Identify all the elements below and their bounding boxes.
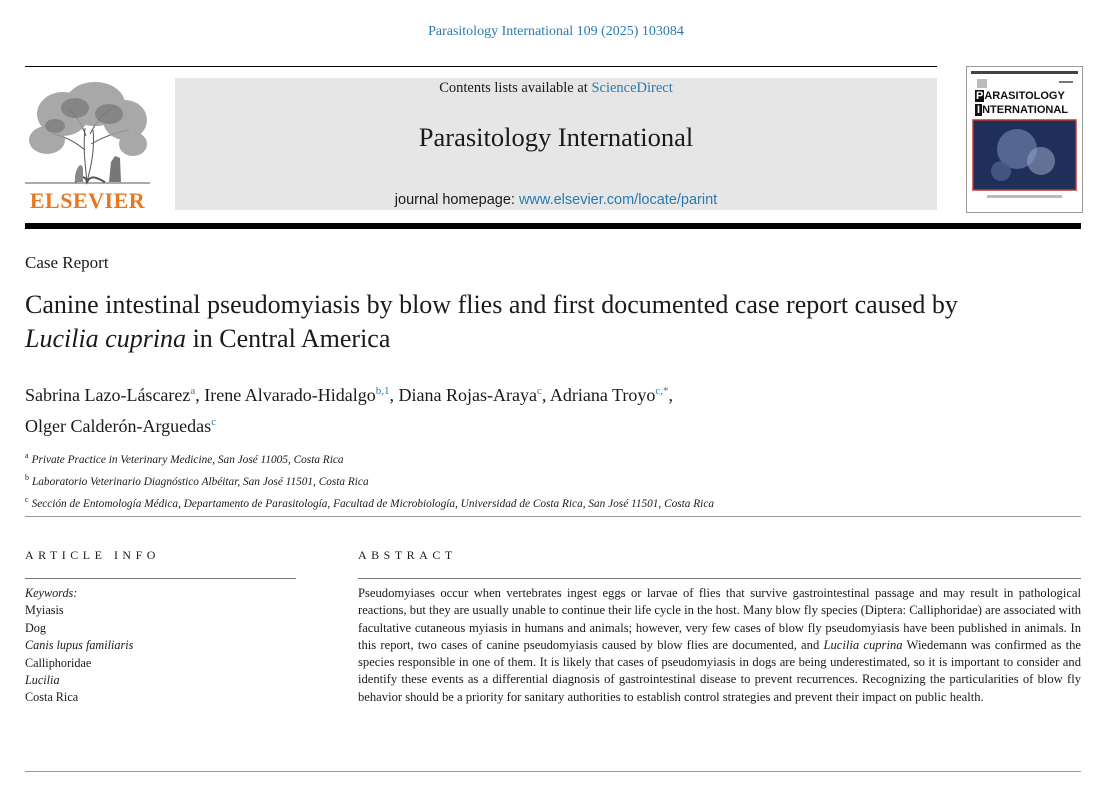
abstract-heading: ABSTRACT xyxy=(358,548,457,562)
cover-line-2 xyxy=(975,103,1068,117)
abstract-species: Lucilia cuprina xyxy=(823,637,903,652)
author-list xyxy=(25,378,1081,440)
article-info-rule xyxy=(25,578,296,579)
sciencedirect-link[interactable]: ScienceDirect xyxy=(591,80,673,96)
header-top-rule xyxy=(25,66,937,67)
elsevier-logo[interactable] xyxy=(25,78,150,216)
author-separator: , xyxy=(195,385,205,405)
cover-word-2: NTERNATIONAL xyxy=(982,104,1069,116)
affiliation-mark: c xyxy=(25,494,29,504)
keywords-block xyxy=(25,585,133,707)
affiliation-mark: a xyxy=(25,451,29,460)
article-type: Case Report xyxy=(25,253,109,272)
section-rule-bottom xyxy=(25,771,1081,772)
keyword-item: Dog xyxy=(25,620,46,635)
cover-initial-1: P xyxy=(976,90,984,102)
journal-banner xyxy=(175,78,937,210)
affiliation-item xyxy=(25,491,1081,513)
keyword-item: Calliphoridae xyxy=(25,655,92,670)
title-species: Lucilia cuprina xyxy=(25,324,187,353)
abstract-part-2: Wiedemann was confirmed as the species responsible in one of them. It is likely that cases of pseudomyiasis in dogs are being underestimated, so it is important to consider and identify these events as a differential diagnosis of gastrointestinal disease to prevent recurrences. Recognizing the particularities of blow fly behavior should be a priority for sanitary authorities to establish control strategies and prevent their impact on public health. xyxy=(358,637,1081,704)
author-separator: , xyxy=(668,385,673,405)
abstract-part-1: Pseudomyiases occur when vertebrates ingest eggs or larvae of flies that survive gastrointestinal passage and may result in pathological reactions, but they are usually unable to continue their life cycle in the host. Many blow fly species (Diptera: Calliphoridae) are associated with facultative cutaneous myiasis in humans and animals; however, very few cases of blow fly pseudomyiasis have been published in animals. In this report, two cases of canine pseudomyiasis caused by blow flies are documented, and xyxy=(358,586,1081,652)
keyword-item: Lucilia xyxy=(25,673,60,688)
title-part-2: in Central America xyxy=(186,324,391,353)
cover-title xyxy=(975,89,1068,117)
abstract-text xyxy=(358,585,1081,706)
author-name[interactable]: Irene Alvarado-Hidalgo xyxy=(204,385,376,405)
publisher-name: ELSEVIER xyxy=(29,188,146,213)
author-name[interactable]: Olger Calderón-Arguedas xyxy=(25,416,212,436)
affiliation-text: Private Practice in Veterinary Medicine, San José 11005, Costa Rica xyxy=(31,453,344,466)
journal-title: Parasitology International xyxy=(418,122,694,152)
homepage-link[interactable]: www.elsevier.com/locate/parint xyxy=(518,192,718,208)
homepage-line xyxy=(175,192,937,208)
affiliation-text: Laboratorio Veterinario Diagnóstico Albéitar, San José 11501, Costa Rica xyxy=(32,475,369,488)
author-name[interactable]: Sabrina Lazo-Láscarez xyxy=(25,385,191,405)
affiliation-list xyxy=(25,447,1081,512)
cover-line-1 xyxy=(975,89,1068,103)
article-title xyxy=(25,288,985,356)
author-affiliation-mark[interactable]: b,1 xyxy=(375,385,390,397)
author-affiliation-mark[interactable]: c xyxy=(211,416,216,428)
author-name[interactable]: Diana Rojas-Araya xyxy=(398,385,537,405)
affiliation-mark: b xyxy=(25,472,29,482)
author-separator: , xyxy=(541,385,550,405)
author-name[interactable]: Adriana Troyo xyxy=(549,385,656,405)
cover-word-1: ARASITOLOGY xyxy=(984,90,1065,102)
author-separator: , xyxy=(389,385,399,405)
contents-line xyxy=(175,80,937,97)
title-part-1: Canine intestinal pseudomyiasis by blow flies and first documented case report caused by xyxy=(25,290,958,319)
abstract-rule xyxy=(358,578,1081,579)
keyword-item: Myiasis xyxy=(25,603,64,618)
contents-prefix: Contents lists available at xyxy=(439,80,592,96)
affiliation-item xyxy=(25,447,1081,469)
affiliation-text: Sección de Entomología Médica, Departamento de Parasitología, Facultad de Microbiología, Universidad de Costa Rica, San José 11501, Costa Rica xyxy=(31,497,714,510)
author-affiliation-mark[interactable]: c,* xyxy=(655,385,669,397)
keywords-list xyxy=(25,602,133,706)
article-info-heading: ARTICLE INFO xyxy=(25,548,160,562)
affiliation-item xyxy=(25,469,1081,491)
keywords-label: Keywords: xyxy=(25,586,78,600)
journal-cover[interactable] xyxy=(966,66,1083,213)
author-affiliation-mark[interactable]: a xyxy=(190,385,196,397)
section-rule-top xyxy=(25,516,1081,517)
homepage-prefix: journal homepage: xyxy=(394,192,519,208)
cover-initial-2: I xyxy=(977,104,981,116)
journal-citation[interactable]: Parasitology International 109 (2025) 103084 xyxy=(428,24,684,39)
header-thick-rule xyxy=(25,223,1081,229)
keyword-item: Canis lupus familiaris xyxy=(25,638,134,653)
author-affiliation-mark[interactable]: c xyxy=(536,385,542,397)
keyword-item: Costa Rica xyxy=(25,690,79,705)
